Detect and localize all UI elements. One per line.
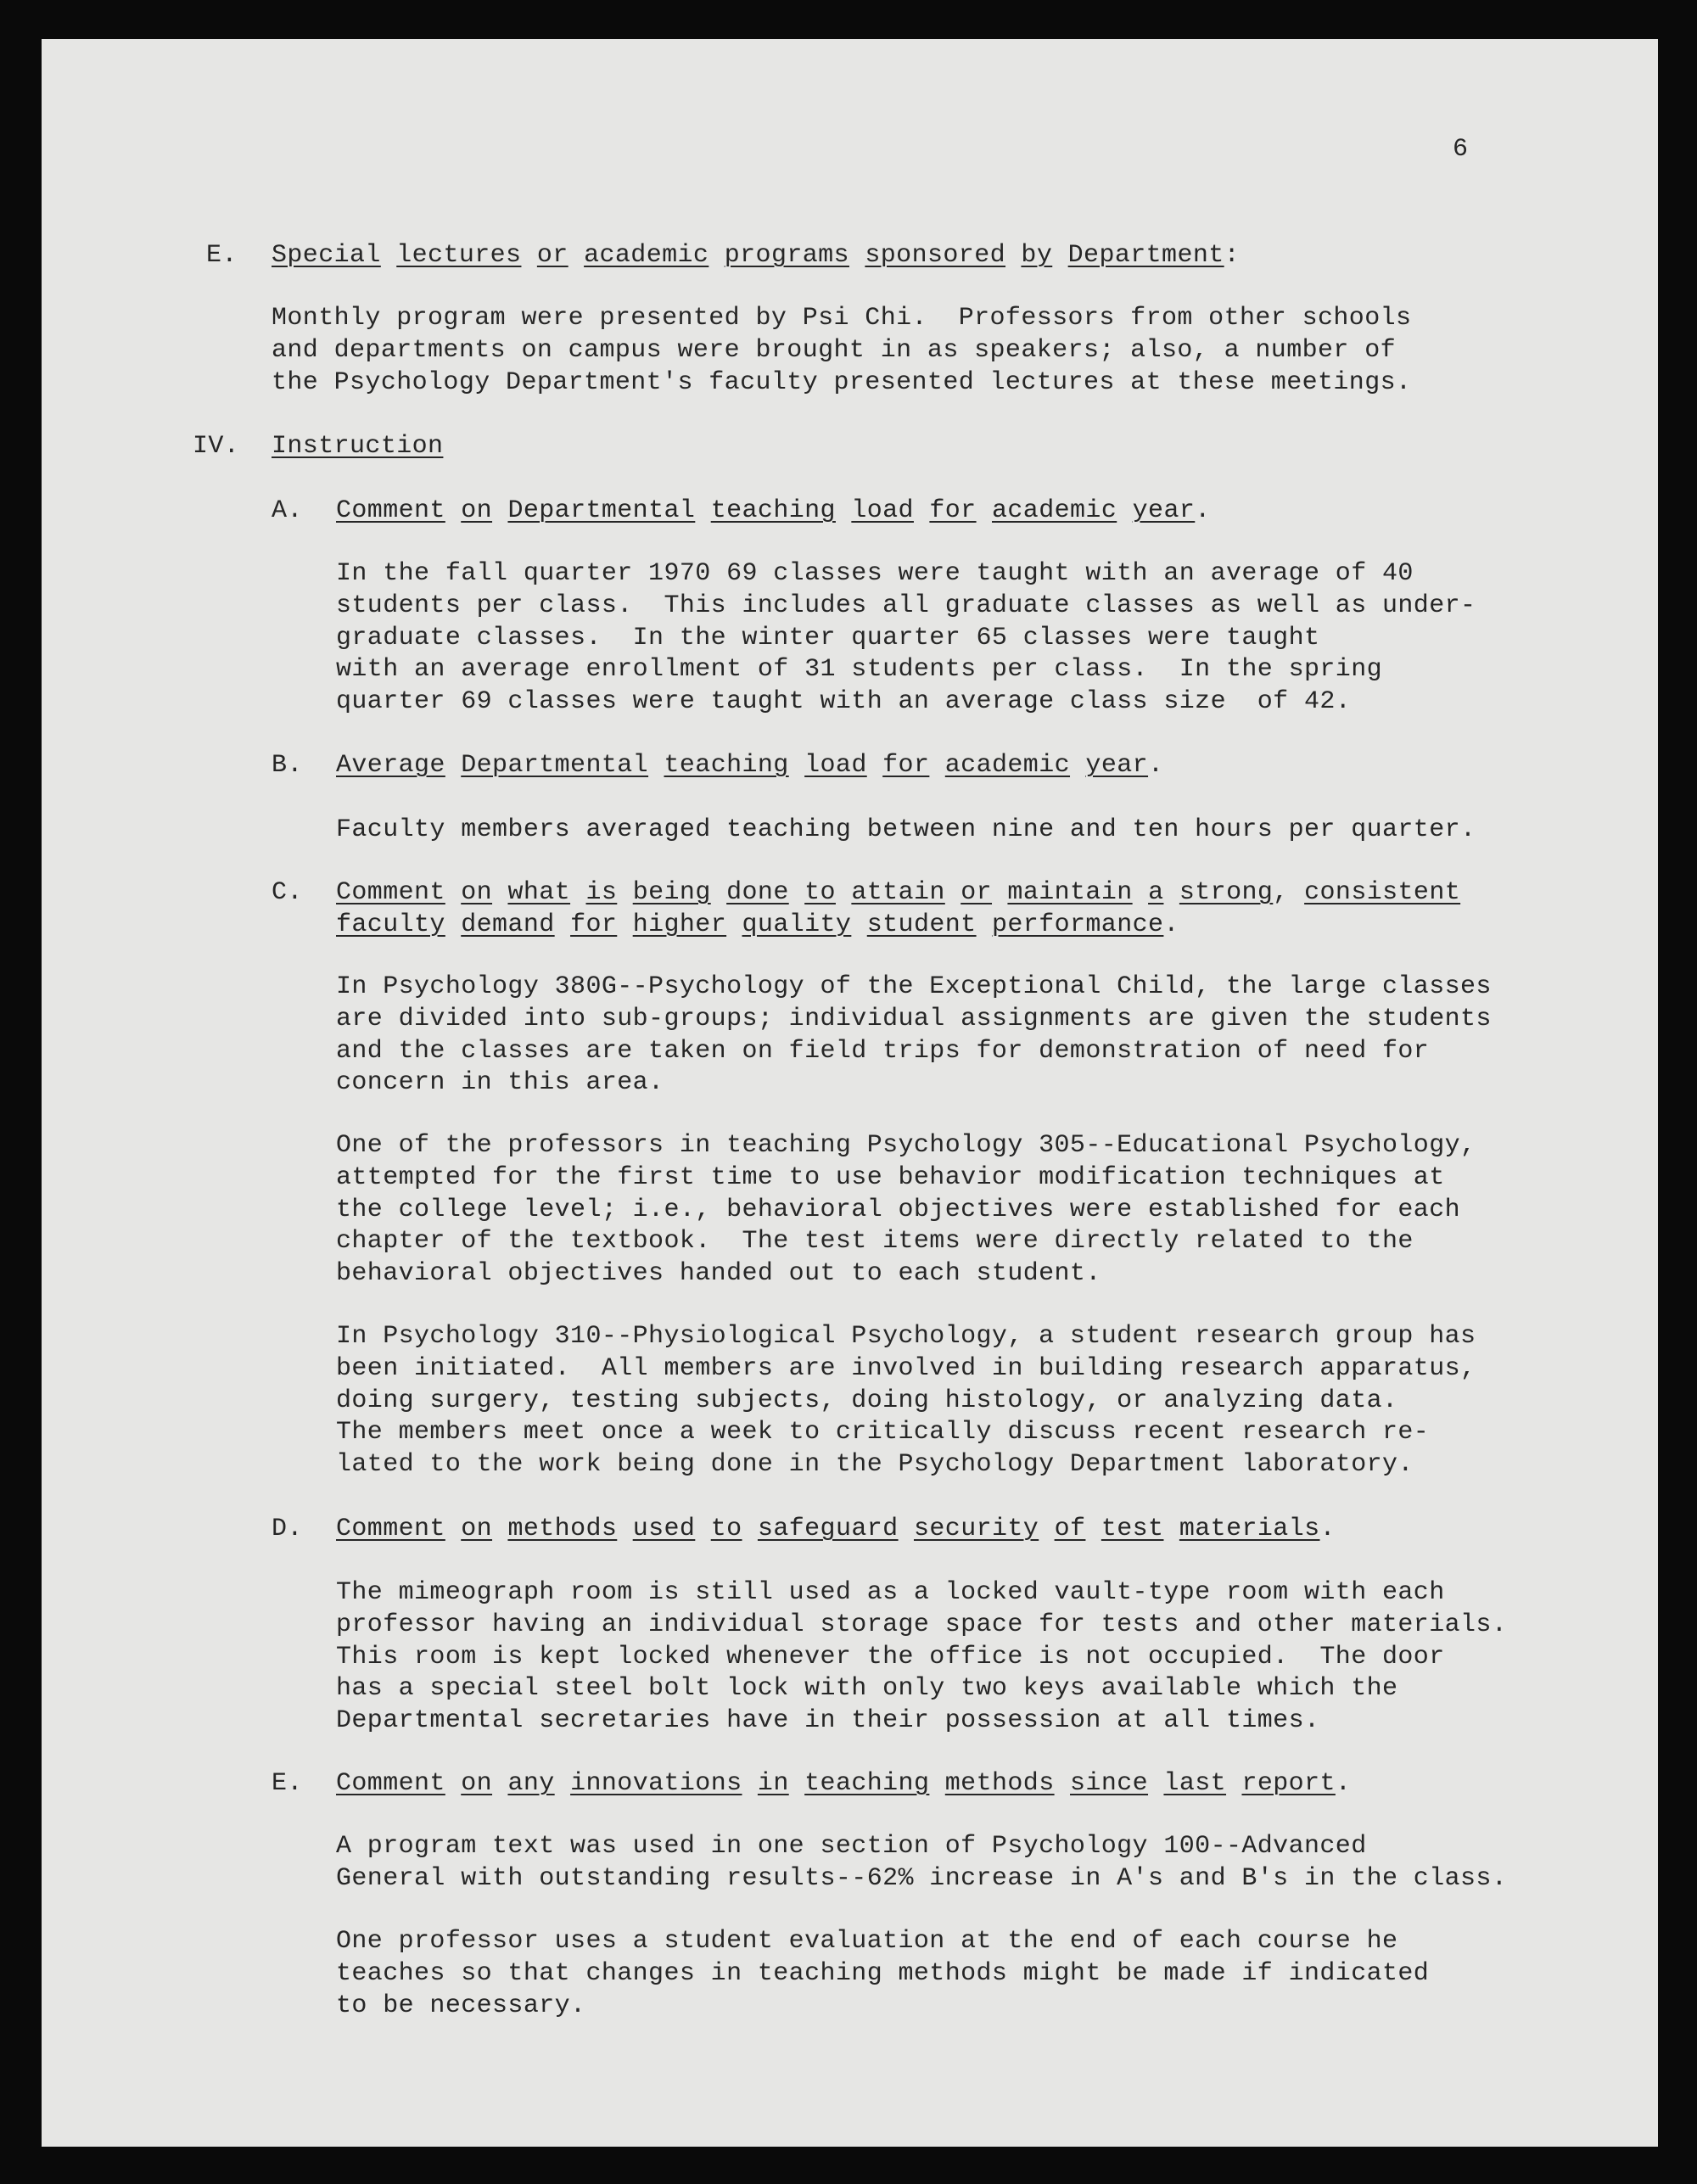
underlined-word: a	[1148, 878, 1164, 907]
underlined-word: safeguard	[757, 1515, 899, 1543]
paragraph	[336, 558, 1476, 719]
text-line: General with outstanding results--62% increase in A's and B's in the class.	[336, 1863, 1508, 1893]
text-line: Monthly program were presented by Psi Chi. Professors from other schools	[272, 304, 1412, 333]
heading-line: Comment on what is being done to attain or maintain a strong, consistent	[336, 878, 1461, 907]
underlined-word: quality	[742, 910, 852, 939]
underlined-word: materials	[1179, 1515, 1320, 1543]
underlined-word: year	[1085, 751, 1149, 780]
underlined-word: methods	[944, 1769, 1055, 1798]
heading-line	[272, 431, 443, 463]
text-line: The members meet once a week to critically discuss recent research re-	[336, 1418, 1430, 1448]
text-line: doing surgery, testing subjects, doing histology, or analyzing data.	[336, 1386, 1398, 1415]
text-line: behavioral objectives handed out to each student.	[336, 1259, 1101, 1289]
text-line: students per class. This includes all graduate classes as well as under-	[336, 591, 1476, 620]
underlined-word: security	[913, 1515, 1039, 1543]
underlined-word: methods	[507, 1515, 618, 1543]
underlined-word: test	[1101, 1515, 1164, 1543]
underlined-word: Comment	[336, 1769, 445, 1798]
text-line: lated to the work being done in the Psychology Department laboratory.	[336, 1450, 1414, 1480]
text-line: Faculty members averaged teaching between nine and ten hours per quarter.	[336, 815, 1476, 844]
section-label: E.	[206, 241, 238, 270]
underlined-word: load	[851, 496, 914, 525]
underlined-word: report	[1241, 1769, 1336, 1798]
text-line: In Psychology 380G--Psychology of the Exceptional Child, the large classes	[336, 972, 1492, 1001]
text-line: graduate classes. In the winter quarter 65 classes were taught	[336, 623, 1320, 652]
underlined-word: what	[507, 878, 571, 907]
underlined-word: used	[632, 1515, 696, 1543]
subsection-heading	[336, 750, 1163, 782]
underlined-word: Comment	[336, 1515, 445, 1543]
paragraph	[336, 1577, 1507, 1738]
text-line: teaches so that changes in teaching methods might be made if indicated	[336, 1958, 1430, 1988]
underlined-word: Comment	[336, 878, 445, 907]
subsection-label: D.	[272, 1515, 303, 1543]
underlined-word: attain	[851, 878, 945, 907]
underlined-word: academic	[944, 751, 1071, 780]
underlined-word: last	[1163, 1769, 1227, 1798]
underlined-word: academic	[584, 241, 709, 270]
underlined-word: or	[536, 241, 568, 270]
underlined-word: being	[632, 878, 711, 907]
subsection-label: C.	[272, 878, 303, 907]
subsection-heading	[336, 1514, 1336, 1546]
underlined-word: on	[461, 878, 493, 907]
underlined-word: to	[804, 878, 836, 907]
underlined-word: for	[929, 496, 977, 525]
underlined-word: for	[882, 751, 930, 780]
underlined-word: maintain	[1007, 878, 1133, 907]
underlined-word: strong	[1179, 878, 1274, 907]
underlined-word: on	[461, 496, 493, 525]
text-line: and departments on campus were brought in as speakers; also, a number of	[272, 335, 1397, 365]
heading-line: Comment on Departmental teaching load for academic year.	[336, 496, 1211, 525]
text-line: chapter of the textbook. The test items were directly related to the	[336, 1227, 1414, 1257]
text-line: In Psychology 310--Physiological Psychology, a student research group has	[336, 1322, 1476, 1351]
text-line: and the classes are taken on field trips for demonstration of need for	[336, 1036, 1430, 1066]
subsection-heading	[336, 496, 1211, 528]
underlined-word: or	[961, 878, 993, 907]
section-label: IV.	[193, 432, 240, 461]
text-line: concern in this area.	[336, 1068, 664, 1098]
underlined-word: Departmental	[507, 496, 696, 525]
underlined-word: teaching	[710, 496, 836, 525]
text-line: to be necessary.	[336, 1991, 586, 2020]
text-line: are divided into sub-groups; individual assignments are given the students	[336, 1004, 1492, 1033]
text-line: the college level; i.e., behavioral objectives were established for each	[336, 1195, 1461, 1224]
paragraph	[336, 1130, 1476, 1291]
underlined-word: teaching	[804, 1769, 930, 1798]
heading-line: Special lectures or academic programs sponsored by Department:	[272, 241, 1241, 270]
underlined-word: academic	[992, 496, 1117, 525]
text-line: In the fall quarter 1970 69 classes were taught with an average of 40	[336, 559, 1414, 588]
text-line: has a special steel bolt lock with only two keys available which the	[336, 1674, 1398, 1704]
text-line: One of the professors in teaching Psychology 305--Educational Psychology,	[336, 1131, 1476, 1160]
text-line: professor having an individual storage space for tests and other materials.	[336, 1610, 1508, 1639]
heading-line: faculty demand for higher quality student performance.	[336, 910, 1179, 939]
page-number: 6	[1453, 135, 1469, 164]
underlined-word: lectures	[396, 241, 522, 270]
text-line: Departmental secretaries have in their possession at all times.	[336, 1706, 1320, 1736]
paragraph	[336, 815, 1476, 847]
underlined-word: innovations	[570, 1769, 742, 1798]
underlined-word: in	[757, 1769, 789, 1798]
underlined-word: Average	[336, 751, 445, 780]
paragraph	[336, 1831, 1507, 1896]
text-line: the Psychology Department's faculty presented lectures at these meetings.	[272, 367, 1412, 397]
underlined-word: for	[570, 910, 618, 939]
underlined-word: Instruction	[272, 432, 444, 461]
underlined-word: since	[1070, 1769, 1149, 1798]
underlined-word: student	[866, 910, 977, 939]
text-line: been initiated. All members are involved in building research apparatus,	[336, 1353, 1476, 1383]
underlined-word: to	[710, 1515, 742, 1543]
subsection-heading	[336, 877, 1460, 942]
underlined-word: of	[1054, 1515, 1086, 1543]
section-heading	[272, 240, 1240, 272]
paragraph	[336, 1926, 1429, 2022]
text-line: quarter 69 classes were taught with an average class size of 42.	[336, 687, 1352, 717]
underlined-word: by	[1021, 241, 1053, 270]
text-line: The mimeograph room is still used as a locked vault-type room with each	[336, 1578, 1445, 1607]
subsection-heading	[336, 1768, 1351, 1800]
underlined-word: any	[507, 1769, 555, 1798]
subsection-label: E.	[272, 1769, 303, 1798]
underlined-word: higher	[632, 910, 727, 939]
underlined-word: Departmental	[461, 751, 649, 780]
text-line: attempted for the first time to use behavior modification techniques at	[336, 1162, 1445, 1192]
paragraph	[272, 303, 1411, 399]
underlined-word: Special	[272, 241, 381, 270]
underlined-word: done	[726, 878, 789, 907]
heading-line: Comment on methods used to safeguard security of test materials.	[336, 1515, 1336, 1543]
text-line: This room is kept locked whenever the office is not occupied. The door	[336, 1642, 1445, 1672]
underlined-word: consistent	[1304, 878, 1461, 907]
underlined-word: teaching	[664, 751, 789, 780]
underlined-word: year	[1132, 496, 1196, 525]
heading-line: Average Departmental teaching load for academic year.	[336, 751, 1164, 780]
underlined-word: load	[804, 751, 867, 780]
underlined-word: is	[585, 878, 618, 907]
underlined-word: programs	[724, 241, 849, 270]
underlined-word: on	[461, 1515, 493, 1543]
paragraph	[336, 1321, 1476, 1481]
subsection-label: A.	[272, 496, 303, 525]
text-line: with an average enrollment of 31 students per class. In the spring	[336, 655, 1382, 685]
section-heading	[272, 431, 443, 463]
paragraph	[336, 972, 1492, 1100]
text-line: A program text was used in one section of Psychology 100--Advanced	[336, 1832, 1367, 1861]
underlined-word: sponsored	[865, 241, 1006, 270]
underlined-word: Comment	[336, 496, 445, 525]
heading-line: Comment on any innovations in teaching methods since last report.	[336, 1769, 1352, 1798]
underlined-word: performance	[991, 910, 1164, 939]
subsection-label: B.	[272, 751, 303, 780]
underlined-word: demand	[461, 910, 555, 939]
text-line: One professor uses a student evaluation at the end of each course he	[336, 1927, 1398, 1956]
underlined-word: on	[461, 1769, 493, 1798]
underlined-word: faculty	[336, 910, 445, 939]
underlined-word: Department	[1067, 241, 1224, 270]
